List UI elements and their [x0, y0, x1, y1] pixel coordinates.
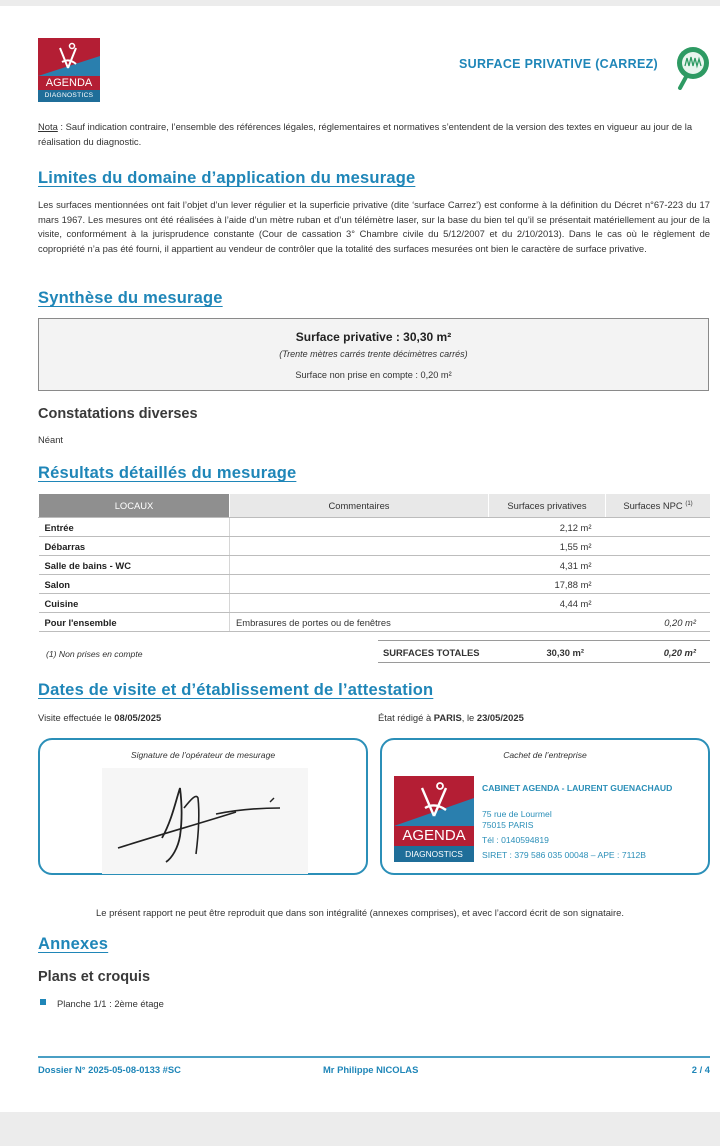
stamp-siret: SIRET : 379 586 035 00048 – APE : 7112B	[482, 850, 647, 860]
row-room: Salon	[39, 575, 230, 594]
totals-label: SURFACES TOTALES	[383, 647, 480, 658]
row-comment: Embrasures de portes ou de fenêtres	[230, 613, 489, 632]
row-comment	[230, 537, 489, 556]
col-npc-label: Surfaces NPC	[623, 500, 683, 511]
row-room: Pour l'ensemble	[39, 613, 230, 632]
stamp-logo-agenda: AGENDA	[402, 827, 466, 844]
synthesis-box	[38, 318, 709, 391]
table-row	[39, 556, 711, 575]
state-date: 23/05/2025	[476, 712, 524, 723]
table-row	[39, 537, 711, 556]
stamp-company: CABINET AGENDA - LAURENT GUENACHAUD	[482, 783, 673, 793]
table-row	[39, 518, 711, 537]
row-comment	[230, 594, 489, 613]
table-footnote: (1) Non prises en compte	[46, 649, 143, 659]
col-npc-note: (1)	[685, 500, 693, 507]
table-row	[39, 613, 711, 632]
row-private	[489, 613, 606, 632]
section-title-synthesis: Synthèse du mesurage	[38, 289, 223, 307]
section-title-annexes: Annexes	[38, 935, 109, 953]
limits-paragraph: Les surfaces mentionnées ont fait l’objet d’un lever régulier et la superficie privative (dite ‘surface Carrez’) est conforme à la définition du Décret n°67-223 du 17 mars 1967. Les mesures ont été réalisées à l’aide d’un mètre ruban et d’un télémètre laser, sur la base du bien tel qu’il se présentait matériellement au jour de la visite, conformément à la jurisprudence constante (Cour de cassation 3° Chambre civile du 5/12/2007 et du 2/10/2013). Dans le cas où le règlement de copropriété n’a pas été fourni, il appartient au vendeur de contrôler que la totalité des surfaces mesurées ont bien le caractère de surface privative.	[38, 199, 710, 255]
annex-item: Planche 1/1 : 2ème étage	[57, 998, 164, 1009]
row-npc	[606, 575, 711, 594]
row-private: 2,12 m²	[489, 518, 606, 537]
results-table	[38, 494, 710, 632]
row-private: 1,55 m²	[489, 537, 606, 556]
visit-date: 08/05/2025	[114, 712, 162, 723]
row-room: Cuisine	[39, 594, 230, 613]
table-row	[39, 594, 711, 613]
section-title-dates: Dates de visite et d’établissement de l’attestation	[38, 681, 434, 699]
table-row	[39, 575, 711, 594]
col-locaux: LOCAUX	[39, 494, 230, 518]
state-city: PARIS	[433, 712, 462, 723]
col-private: Surfaces privatives	[489, 494, 606, 518]
row-npc	[606, 556, 711, 575]
stamp-phone: Tél : 0140594819	[482, 835, 549, 845]
totals-private: 30,30 m²	[546, 647, 584, 658]
page-title: SURFACE PRIVATIVE (CARREZ)	[458, 57, 658, 71]
note-paragraph: Nota : Sauf indication contraire, l’ensemble des références légales, réglementaires et normatives s’entendent de la version des textes en vigueur au jour de la réalisation du diagnostic.	[38, 121, 693, 147]
stamp-agenda-logo	[394, 776, 474, 862]
row-room: Salle de bains - WC	[39, 556, 230, 575]
totals-npc: 0,20 m²	[663, 647, 696, 658]
visit-label: Visite effectuée le	[38, 712, 115, 723]
footer-operator: Mr Philippe NICOLAS	[323, 1064, 419, 1075]
magnifier-seal-icon	[674, 46, 712, 90]
state-label: État rédigé à	[378, 712, 434, 723]
row-comment	[230, 575, 489, 594]
footer-divider	[38, 1056, 710, 1058]
note-text: Sauf indication contraire, l’ensemble des références légales, réglementaires et normatives s’entendent de la version des textes en vigueur au jour de la réalisation du diagnostic.	[38, 121, 693, 147]
row-private: 17,88 m²	[489, 575, 606, 594]
synthesis-total: Surface privative : 30,30 m²	[295, 330, 452, 344]
constat-text: Néant	[38, 434, 64, 445]
visit-date-line	[38, 712, 161, 723]
signature-card-title: Signature de l’opérateur de mesurage	[130, 750, 276, 760]
reproduction-notice: Le présent rapport ne peut être reproduit que dans son intégralité (annexes comprises), et avec l’accord écrit de son signataire.	[96, 907, 624, 918]
section-title-constat: Constatations diverses	[38, 406, 198, 422]
row-private: 4,44 m²	[489, 594, 606, 613]
row-npc	[606, 537, 711, 556]
col-comments: Commentaires	[230, 494, 489, 518]
stamp-logo-diagnostics: DIAGNOSTICS	[405, 849, 463, 859]
signature-image	[102, 768, 308, 874]
logo-text-agenda: AGENDA	[45, 77, 93, 89]
stamp-address-2: 75015 PARIS	[482, 820, 534, 830]
stamp-address-1: 75 rue de Lourmel	[482, 809, 552, 819]
row-comment	[230, 556, 489, 575]
row-room: Débarras	[39, 537, 230, 556]
logo-text-diagnostics: DIAGNOSTICS	[44, 92, 94, 99]
report-date-line	[378, 712, 524, 723]
state-mid: , le	[461, 712, 477, 723]
stamp-card-title: Cachet de l’entreprise	[503, 750, 587, 760]
row-npc	[606, 518, 711, 537]
totals-divider-bottom	[378, 662, 710, 663]
row-private: 4,31 m²	[489, 556, 606, 575]
section-title-limits: Limites du domaine d’application du mesurage	[38, 169, 416, 187]
row-comment	[230, 518, 489, 537]
row-npc	[606, 594, 711, 613]
section-title-results: Résultats détaillés du mesurage	[38, 464, 297, 482]
note-label: Nota	[38, 121, 58, 132]
row-room: Entrée	[39, 518, 230, 537]
document-page	[0, 6, 720, 1112]
footer-dossier: Dossier N° 2025-05-08-0133 #SC	[38, 1064, 181, 1075]
table-header-row	[39, 494, 711, 518]
agenda-logo	[38, 38, 100, 102]
row-npc: 0,20 m²	[606, 613, 711, 632]
section-title-plans: Plans et croquis	[38, 969, 151, 985]
totals-divider-top	[378, 640, 710, 641]
footer-page-number: 2 / 4	[691, 1064, 710, 1075]
synthesis-total-words: (Trente mètres carrés trente décimètres carrés)	[279, 349, 468, 359]
signature-card	[38, 738, 368, 875]
synthesis-npc: Surface non prise en compte : 0,20 m²	[295, 370, 452, 380]
bullet-icon	[40, 999, 46, 1005]
col-npc	[606, 494, 711, 518]
stamp-card	[380, 738, 710, 875]
